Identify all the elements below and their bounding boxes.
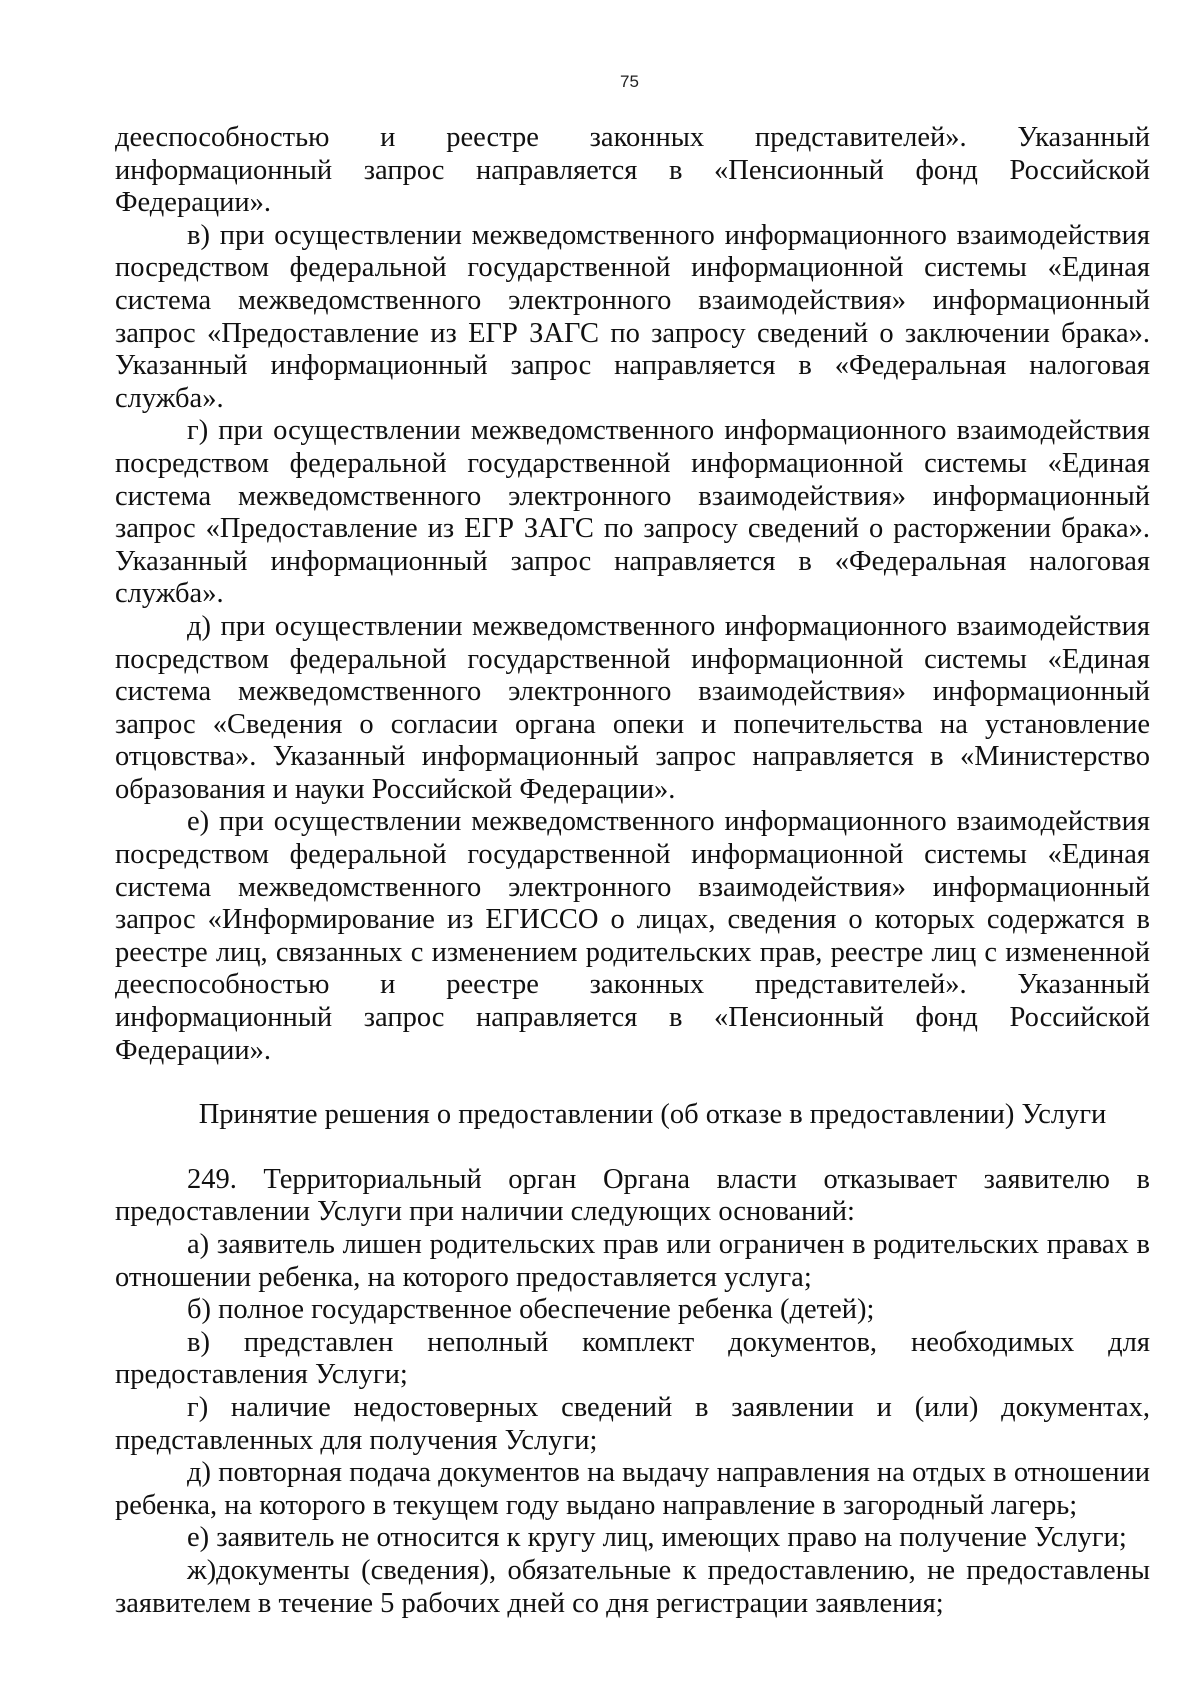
list-item-g: г) наличие недостоверных сведений в заявлении и (или) документах, представленных для получения Услуги; xyxy=(115,1391,1150,1456)
list-item-b: б) полное государственное обеспечение ребенка (детей); xyxy=(187,1294,875,1326)
paragraph-item-d: д) при осуществлении межведомственного информационного взаимодействия посредством федеральной государственной информационной системы «Единая система межведомственного электронного взаимодействия» информационный запрос «Сведения о согласии органа опеки и попечительства на установление отцовства». Указанный информационный запрос направляется в «Министерство образования и науки Российской Федерации». xyxy=(115,610,1150,805)
document-body xyxy=(115,122,1150,1620)
list-item-d: д) повторная подача документов на выдачу направления на отдых в отношении ребенка, на которого в текущем году выдано направление в загородный лагерь; xyxy=(115,1457,1150,1521)
list-item-zh: ж)документы (сведения), обязательные к предоставлению, не предоставлены заявителем в течение 5 рабочих дней со дня регистрации заявления; xyxy=(115,1554,1150,1619)
section-heading: Принятие решения о предоставлении (об отказе в предоставлении) Услуги xyxy=(198,1099,1107,1131)
list-item-e: е) заявитель не относится к кругу лиц, имеющих право на получение Услуги; xyxy=(187,1522,1127,1554)
paragraph-item-v: в) при осуществлении межведомственного информационного взаимодействия посредством федеральной государственной информационной системы «Единая система межведомственного электронного взаимодействия» информационный запрос «Предоставление из ЕГР ЗАГС по запросу сведений о заключении брака». Указанный информационный запрос направляется в «Федеральная налоговая служба». xyxy=(115,219,1150,414)
paragraph-item-e: е) при осуществлении межведомственного информационного взаимодействия посредством федеральной государственной информационной системы «Единая система межведомственного электронного взаимодействия» информационный запрос «Информирование из ЕГИССО о лицах, сведения о которых содержатся в реестре лиц, связанных с изменением родительских прав, реестре лиц с измененной дееспособностью и реестре законных представителей». Указанный информационный запрос направляется в «Пенсионный фонд Российской Федерации». xyxy=(115,806,1150,1066)
page-number: 75 xyxy=(620,72,639,91)
list-item-v: в) представлен неполный комплект документов, необходимых для предоставления Услуги; xyxy=(115,1326,1150,1391)
paragraph-continuation: дееспособностью и реестре законных представителей». Указанный информационный запрос направляется в «Пенсионный фонд Российской Федерации». xyxy=(115,122,1150,219)
list-item-a: а) заявитель лишен родительских прав или ограничен в родительских правах в отношении ребенка, на которого предоставляется услуга; xyxy=(115,1229,1150,1293)
paragraph-item-g: г) при осуществлении межведомственного информационного взаимодействия посредством федеральной государственной информационной системы «Единая система межведомственного электронного взаимодействия» информационный запрос «Предоставление из ЕГР ЗАГС по запросу сведений о расторжении брака». Указанный информационный запрос направляется в «Федеральная налоговая служба». xyxy=(115,415,1150,610)
paragraph-249: 249. Территориальный орган Органа власти отказывает заявителю в предоставлении Услуги при наличии следующих оснований: xyxy=(115,1163,1150,1228)
